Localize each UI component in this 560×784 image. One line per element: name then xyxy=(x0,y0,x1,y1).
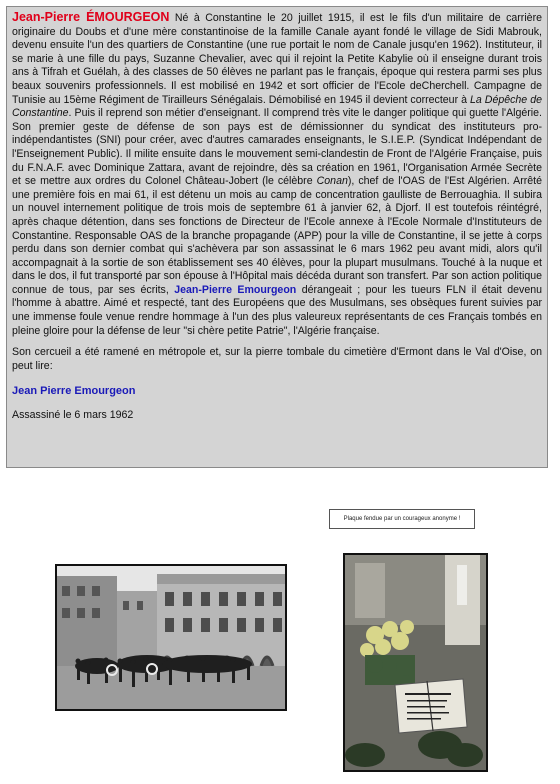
tomb-plaque-photo xyxy=(343,553,488,772)
tomb-plaque-image xyxy=(345,555,486,770)
nickname: Conan xyxy=(316,175,348,188)
biography-text xyxy=(12,11,542,338)
photo-caption-text: Plaque fendue par un courageux anonyme ! xyxy=(343,516,461,522)
biography-text-part3: ), chef de l'OAS de l'Est Algérien. Arrêté une première fois en mai 61, il est détenu un mois au camp de concentration gaulliste de Berrouaghia. Il subira un nouvel internement politique de trois mois de septembre 61 à janvier 62, à Djorf. Il est toutefois réintégré, après chaque détention, dans ses fonctions de Directeur de l'Ecole annexe à l'Ecole Normale d'Instituteurs de Constantine. Responsable OAS de la branche propagande (APP) pour la ville de Constantine, il se jette à corps perdu dans son dernier combat qui s'achèvera par son assassinat le 6 mars 1962 peu avant midi, alors qu'il accompagnait à la sortie de son établissement ses 40 élèves, pour la plupart musulmans. Touché à la nuque et dans le dos, il fut transporté par son épouse à l'Hôpital mais décéda durant son transfert. Par son action politique connue de tous, par ses écrits, xyxy=(12,175,542,296)
burial-paragraph: Son cercueil a été ramené en métropole et, sur la pierre tombale du cimetière d'Ermont dans le Val d'Oise, on peut lire: xyxy=(12,346,542,372)
tomb-inscription: Assassiné le 6 mars 1962 xyxy=(12,409,134,422)
inline-name: Jean-Pierre Emourgeon xyxy=(174,283,297,296)
biography-name: Jean-Pierre ÉMOURGEON xyxy=(12,10,170,24)
tomb-name: Jean Pierre Emourgeon xyxy=(12,385,136,398)
biography-panel xyxy=(6,6,548,468)
biography-text-part4: dérangeait ; pour les tueurs FLN il était devenu l'homme à abattre. Aimé et respecté, tant des Européens que des Musulmans, ses obsèques furent suivies par une immense foule venue rendre hommage à l'un des plus valeureux représentants de ces Français tombés en pleine gloire pour la défense de leur "si chère petite Patrie", l'Algérie française. xyxy=(12,283,542,337)
biography-text-part2: . Puis il reprend son métier d'enseignant. Il comprend très vite le danger politique qui guette l'Algérie. Son premier geste de défense de son pays est de démissionner du syndicat des instituteurs pro-indépendantistes (SNI) pour créer, avec d'autres camarades enseignants, le S.I.E.P. (Syndicat Indépendant de l'Enseignement Public). Il milite ensuite dans le mouvement semi-clandestin de Front de l'Algérie Française, puis du F.N.A.F. avec Dominique Zattara, avant de rejoindre, dès sa création en 1961, l'Organisation Armée Secrète et se mettre aux ordres du Colonel Château-Jobert (le célèbre xyxy=(12,107,542,188)
biography-text-part1: Né à Constantine le 20 juillet 1915, il est le fils d'un militaire de carrière originaire du Doubs et d'une mère constantinoise de la famille Canale ayant fondé le village de Sidi Mabrouk, devenu ensuite l'un des quartiers de Constantine (une rue portait le nom de Canale jusqu'en 1962). Instituteur, il se marie à une fille du pays, Suzanne Chevalier, avec qui il rejoint la Petite Kabylie où il enseigne durant trois ans à Tifrah et Guélah, à des classes de 50 élèves ne parlant pas le français, époque qui restera parmi ses plus beaux souvenirs professionnels. Il est mobilisé en 1942 et sort officier de l'Ecole deCherchell. Campagne de Tunisie au 15ème Régiment de Tirailleurs Sénégalais. Démobilisé en 1945 il devient correcteur à xyxy=(12,12,542,106)
funeral-street-image xyxy=(57,566,285,709)
newspaper-title: La Dépêche de Constantine xyxy=(12,93,542,120)
funeral-street-photo xyxy=(55,564,287,711)
photo-caption xyxy=(329,509,475,529)
